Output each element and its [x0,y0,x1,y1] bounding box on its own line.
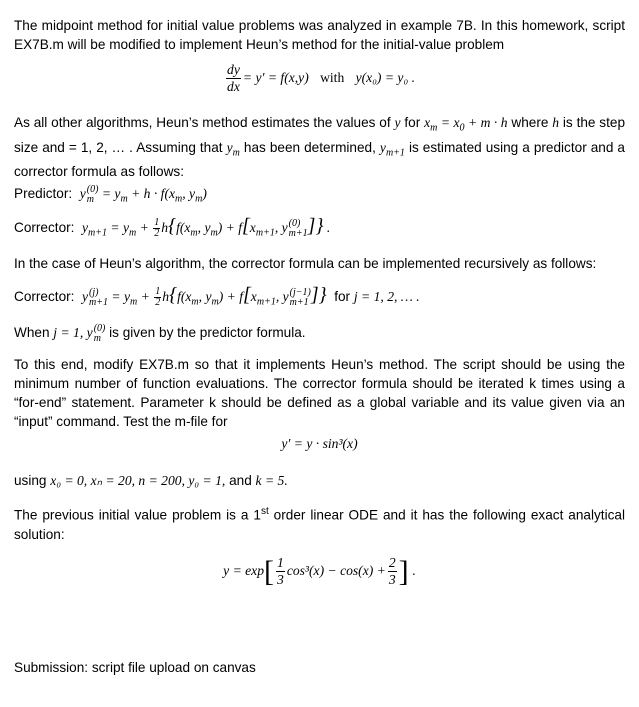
method-paragraph: As all other algorithms, Heun’s method estimates the values of y for $x_m = x_0 + m \cdot h$ where h is the step size and = 1, 2, … . Assuming that $y_m$ has been determined, $y_{m+1}$ is estimated using a predictor and a corrector formula as follows: [14,115,625,180]
test-equation: y′ = y · sin³(x) [281,436,358,451]
corrector-formula-1: Corrector: $y_{m+1} = y_m$ + $\frac{1}{2}h\{f(x_m$, $y_m) + f[x_{m+1}$, y (0) m+1 ]} . [14,215,331,240]
using-sentence: using x₀ = 0, xₙ = 20, n = 200, y₀ = 1, and k = 5. [14,473,288,488]
corrector-formula-2: Corrector: y (j) m+1 = $y_m$ + $\frac{1}{2}h\{f(x_m$, $y_m) + f[x_{m+1}$, y (j−1) m+1 ]} for j = 1, 2, … . [14,284,420,309]
two-thirds-fraction: $\frac{2}{3}$ [388,555,396,587]
heun-note: In the case of Heun’s algorithm, the corrector formula can be implemented recursively as follows: [14,256,597,271]
dy-dx-fraction: $\frac{dy}{dx}$ [227,62,240,94]
exact-solution-formula: y = exp[ $\frac{1}{3}$ cos³(x) − cos(x) + $\frac{2}{3}$ ] . [223,555,416,589]
when-sentence: When j = 1, y (0) m is given by the predictor formula. [14,322,306,344]
task-paragraph: To this end, modify EX7B.m so that it implements Heun’s method. The script should be using the minimum number of function evaluations. The corrector formula should be iterated k times using a “for-end” statement. Parameter k should be defined as a global variable and its value given via an “input” command. Test the m-file for [14,357,625,429]
submission-note: Submission: script file upload on canvas [14,660,256,675]
one-third-fraction: $\frac{1}{3}$ [277,555,284,587]
predictor-formula: Predictor: y (0) m = $y_m + h \cdot f(x_m$, $y_m$) [14,183,207,205]
exact-solution-intro: The previous initial value problem is a 1st order linear ODE and it has the following exact analytical solution: [14,506,625,542]
intro-paragraph: The midpoint method for initial value problems was analyzed in example 7B. In this homework, script EX7B.m will be modified to implement Heun’s method for the initial-value problem [14,18,625,52]
ode-equation: $\frac{dy}{dx}$ = y′ = f(x,y) with y(x₀) = y₀ . [227,62,415,94]
